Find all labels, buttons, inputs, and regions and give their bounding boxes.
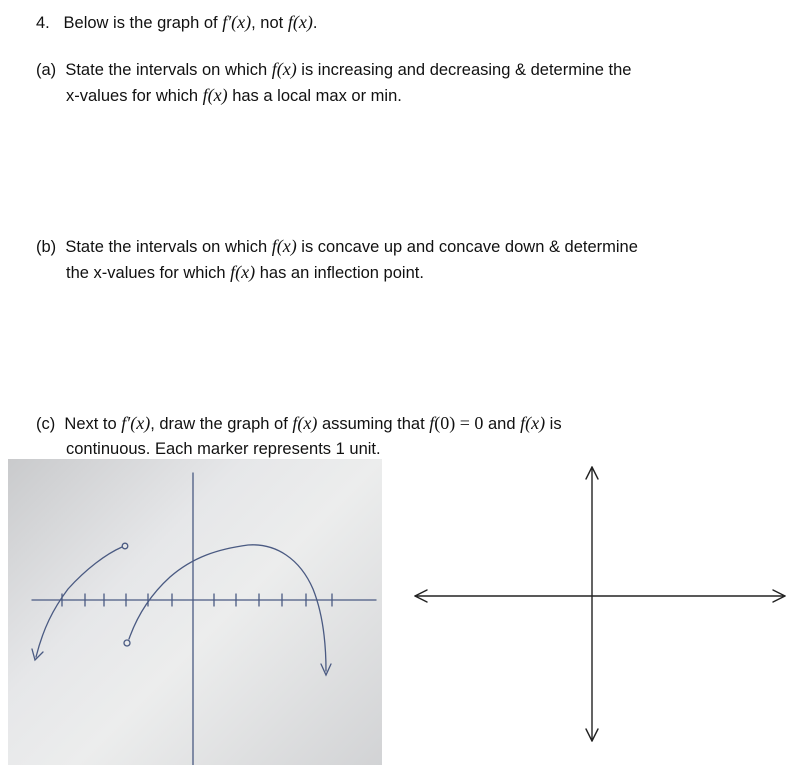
part-a-line-1 [36,59,631,80]
part-b-line-2 [66,262,424,283]
part-c-line-2 [66,439,381,459]
f-zero-value: (0) = 0 [434,413,484,433]
f-prime-math: f′(x) [121,413,151,433]
f-math: f(x) [292,413,318,433]
right-branch-curve [129,545,326,671]
open-dot-top [122,543,128,549]
question-text-2: , not [251,14,288,32]
f-math: f(x) [287,12,313,32]
part-c-text-4: and [483,415,521,433]
part-c-text-3: assuming that [317,415,430,433]
f-math: f(x) [230,262,256,282]
part-c-text-2: , draw the graph of [150,415,293,433]
part-c-text-6: continuous. Each marker represents 1 unit. [66,440,381,458]
part-c-line-1 [36,413,562,434]
blank-axes [405,459,795,754]
question-text-3: . [312,14,318,32]
f-math: f(x) [202,85,228,105]
part-c-text-5: is [545,415,562,433]
f-math: f(x) [520,413,546,433]
part-b-text-2: is concave up and concave down & determine [296,238,638,256]
hand-drawn-graph [8,459,382,765]
part-c-label: (c) [36,415,56,433]
part-c-text: Next to [64,415,122,433]
part-b-label: (b) [36,238,57,256]
part-a-label: (a) [36,61,57,79]
part-a-text-4: has a local max or min. [227,87,402,105]
question-text: Below is the graph of [63,14,223,32]
left-branch-curve [36,547,122,657]
part-a-line-2 [66,85,402,106]
part-b-text-3: the x-values for which [66,264,231,282]
f-prime-math: f′(x) [222,12,252,32]
part-b-text-4: has an inflection point. [255,264,424,282]
f-math: f(x) [271,59,297,79]
open-dot-bottom [124,640,130,646]
question-number: 4. [36,14,50,32]
question-4-stem [36,12,317,33]
f-prime-graph-photo [8,459,382,765]
part-a-text-2: is increasing and decreasing & determine the [296,61,632,79]
part-a-text: State the intervals on which [65,61,272,79]
blank-axes-svg [405,459,795,749]
part-a-text-3: x-values for which [66,87,203,105]
part-b-text: State the intervals on which [65,238,272,256]
part-b-line-1 [36,236,638,257]
f-math: f(x) [271,236,297,256]
f-zero-math: f [429,413,435,433]
